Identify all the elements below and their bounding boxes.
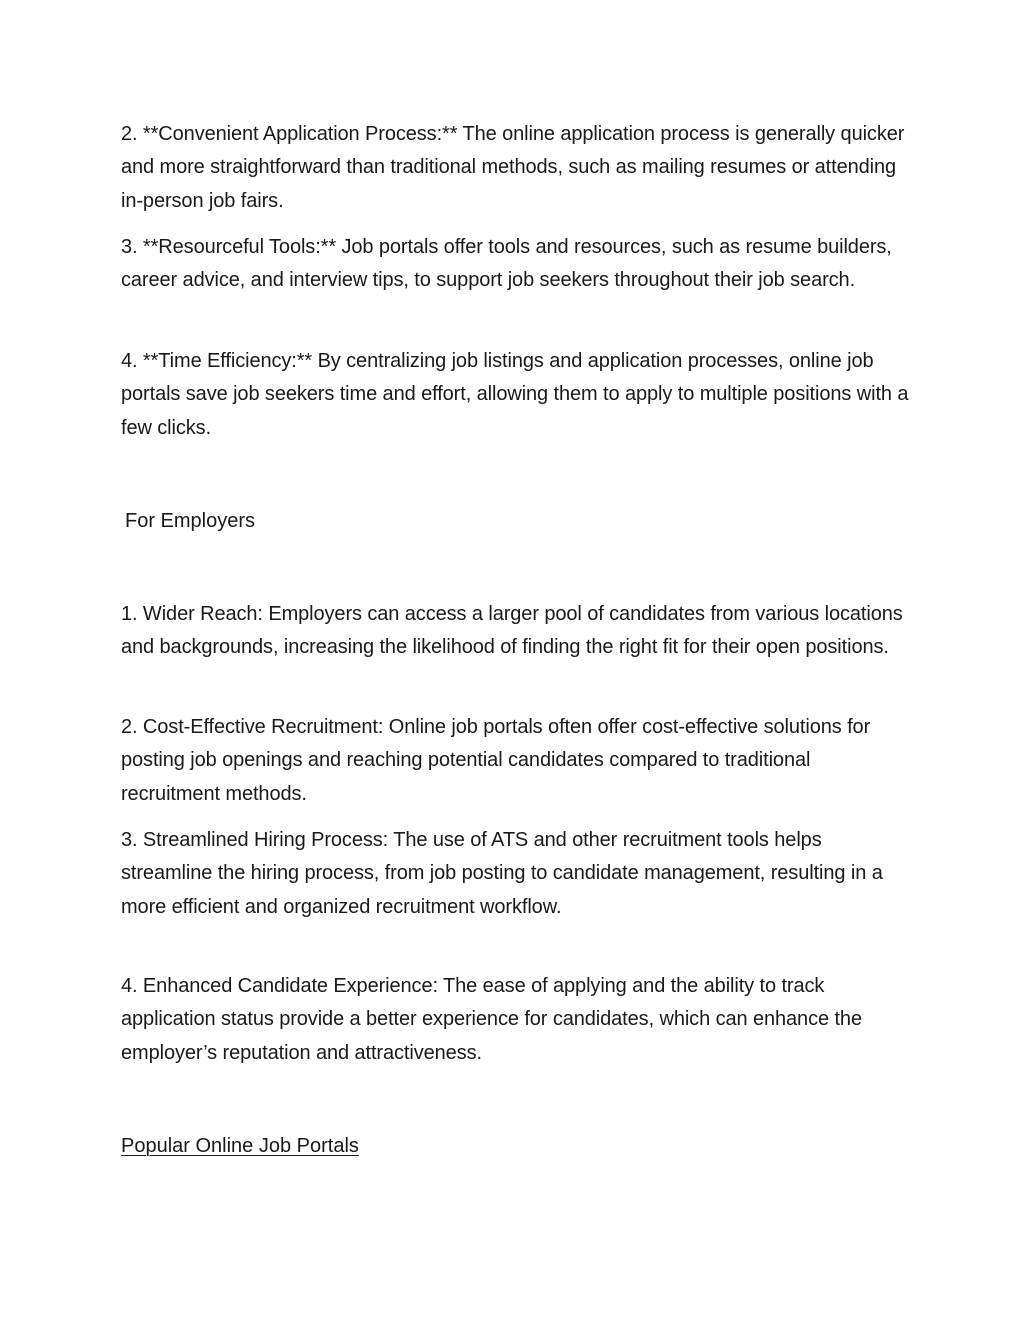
employer-point-candidate-experience: 4. Enhanced Candidate Experience: The ease of applying and the ability to track application status provide a better experience for candidates, which can enhance the employer’s reputation and attractiveness. bbox=[121, 975, 862, 1064]
employer-point-streamlined-hiring: 3. Streamlined Hiring Process: The use of ATS and other recruitment tools helps streamline the hiring process, from job posting to candidate management, resulting in a more efficient and organized recruitment workflow. bbox=[121, 829, 883, 918]
employer-point-wider-reach: 1. Wider Reach: Employers can access a larger pool of candidates from various locations and backgrounds, increasing the likelihood of finding the right fit for their open positions. bbox=[121, 603, 903, 659]
job-seeker-point-time-efficiency: 4. **Time Efficiency:** By centralizing job listings and application processes, online job portals save job seekers time and effort, allowing them to apply to multiple positions with a few clicks. bbox=[121, 350, 909, 439]
employer-point-cost-effective: 2. Cost-Effective Recruitment: Online job portals often offer cost-effective solutions for posting job openings and reaching potential candidates compared to traditional recruitment methods. bbox=[121, 716, 871, 805]
employers-heading: For Employers bbox=[125, 510, 256, 532]
popular-portals-heading: Popular Online Job Portals bbox=[121, 1135, 359, 1157]
job-seeker-point-resourceful-tools: 3. **Resourceful Tools:** Job portals offer tools and resources, such as resume builders, career advice, and interview tips, to support job seekers throughout their job search. bbox=[121, 236, 892, 292]
job-seeker-point-convenient-application: 2. **Convenient Application Process:** The online application process is generally quicker and more straightforward than traditional methods, such as mailing resumes or attending in-person job fairs. bbox=[121, 123, 905, 212]
